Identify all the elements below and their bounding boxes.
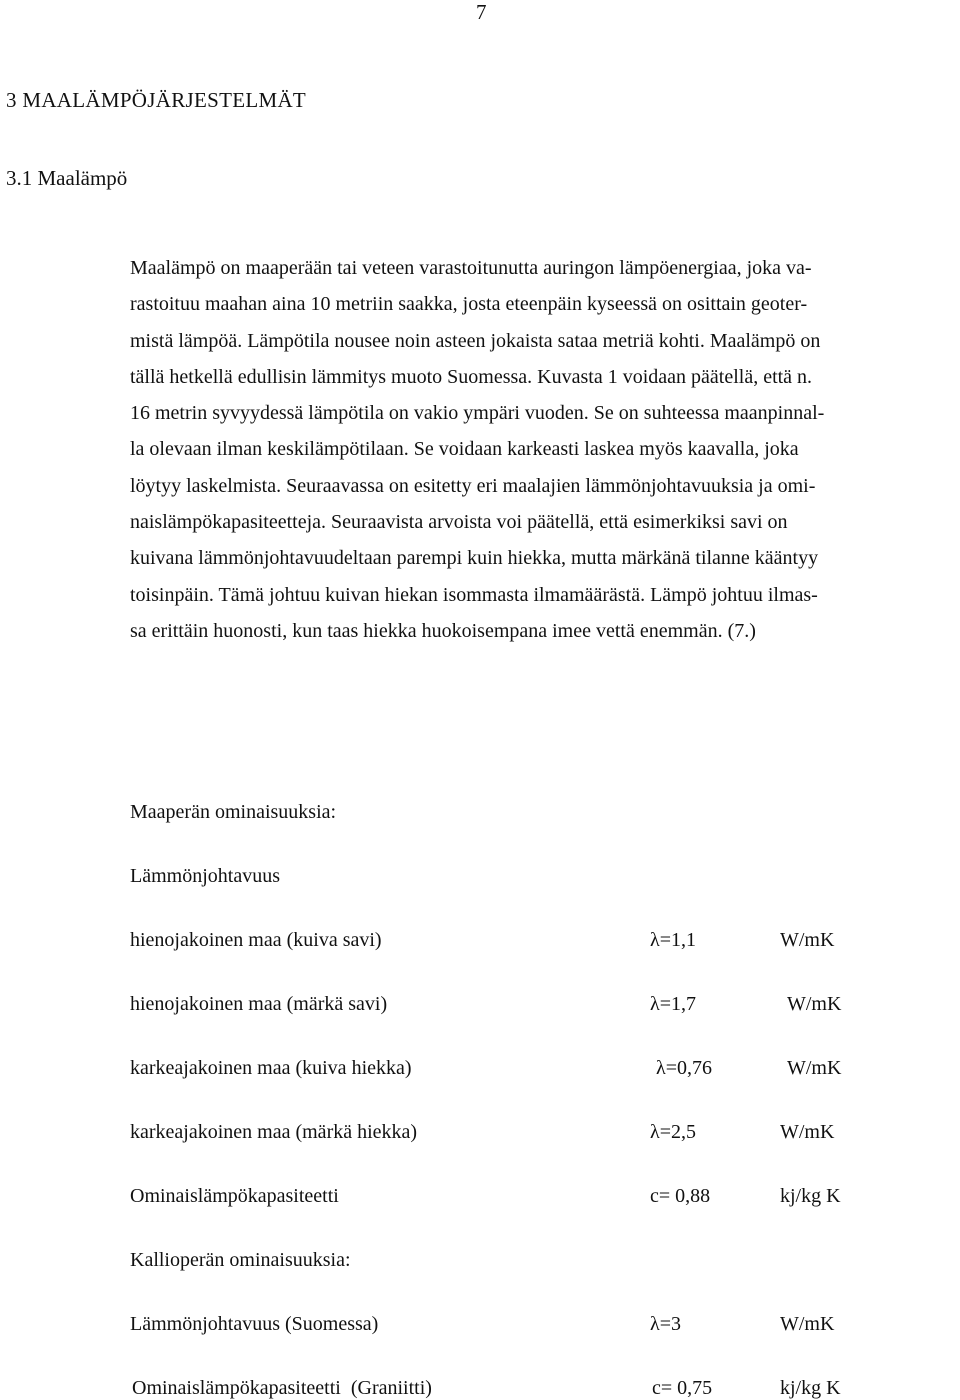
soil-row-unit: kj/kg K xyxy=(780,1185,841,1207)
soil-row-value: λ=1,7 xyxy=(650,993,696,1015)
paragraph-line: 16 metrin syvyydessä lämpötila on vakio ympäri vuoden. Se on suhteessa maanpinnal- xyxy=(130,402,825,425)
soil-row-unit: W/mK xyxy=(780,929,835,951)
soil-row-label: karkeajakoinen maa (märkä hiekka) xyxy=(130,1121,418,1143)
soil-row-label: Ominaislämpökapasiteetti xyxy=(130,1185,339,1207)
soil-row-unit: W/mK xyxy=(787,1057,842,1079)
rock-row-label: Lämmönjohtavuus (Suomessa) xyxy=(130,1313,379,1335)
subsection-heading: 3.1 Maalämpö xyxy=(6,166,128,190)
body-paragraph xyxy=(130,250,960,649)
page-number: 7 xyxy=(476,0,487,24)
soil-row-label: hienojakoinen maa (märkä savi) xyxy=(130,993,388,1015)
paragraph-line: naislämpökapasiteetteja. Seuraavista arvoista voi päätellä, että esimerkiksi savi on xyxy=(130,511,788,534)
soil-row-label: karkeajakoinen maa (kuiva hiekka) xyxy=(130,1057,412,1079)
soil-row-unit: W/mK xyxy=(780,1121,835,1143)
rock-row-unit: kj/kg K xyxy=(780,1377,841,1399)
rock-row-unit: W/mK xyxy=(780,1313,835,1335)
rock-row-value: λ=3 xyxy=(650,1313,681,1335)
paragraph-line: sa erittäin huonosti, kun taas hiekka huokoisempana imee vettä enemmän. (7.) xyxy=(130,619,756,642)
soil-row-value: λ=1,1 xyxy=(650,929,696,951)
rock-properties-heading: Kallioperän ominaisuuksia: xyxy=(130,1249,351,1271)
soil-row-unit: W/mK xyxy=(787,993,842,1015)
soil-row-value: c= 0,88 xyxy=(650,1185,711,1207)
soil-row-value: λ=2,5 xyxy=(650,1121,696,1143)
paragraph-line: kuivana lämmönjohtavuudeltaan parempi kuin hiekka, mutta märkänä tilanne kääntyy xyxy=(130,547,819,570)
paragraph-line: löytyy laskelmista. Seuraavassa on esitetty eri maalajien lämmönjohtavuuksia ja omi- xyxy=(130,474,816,497)
rock-row-label: Ominaislämpökapasiteetti (Graniitti) xyxy=(132,1377,432,1399)
paragraph-line: toisinpäin. Tämä johtuu kuivan hiekan isommasta ilmamäärästä. Lämpö johtuu ilmas- xyxy=(130,583,818,606)
soil-properties-heading: Maaperän ominaisuuksia: xyxy=(130,801,337,823)
paragraph-line: la olevaan ilman keskilämpötilaan. Se voidaan karkeasti laskea myös kaavalla, joka xyxy=(130,438,799,461)
paragraph-line: tällä hetkellä edullisin lämmitys muoto Suomessa. Kuvasta 1 voidaan päätellä, että n. xyxy=(130,365,813,388)
soil-row-label: hienojakoinen maa (kuiva savi) xyxy=(130,929,382,951)
rock-row-value: c= 0,75 xyxy=(652,1377,713,1399)
paragraph-line: mistä lämpöä. Lämpötila nousee noin asteen jokaista sataa metriä kohti. Maalämpö on xyxy=(130,329,821,352)
paragraph-line: Maalämpö on maaperään tai veteen varastoitunutta auringon lämpöenergiaa, joka va- xyxy=(130,257,812,279)
conductivity-heading: Lämmönjohtavuus xyxy=(130,865,280,887)
paragraph-line: rastoituu maahan aina 10 metriin saakka, josta eteenpäin kyseessä on osittain geoter- xyxy=(130,293,808,316)
soil-row-value: λ=0,76 xyxy=(656,1057,712,1079)
section-heading: 3 MAALÄMPÖJÄRJESTELMÄT xyxy=(6,88,307,112)
